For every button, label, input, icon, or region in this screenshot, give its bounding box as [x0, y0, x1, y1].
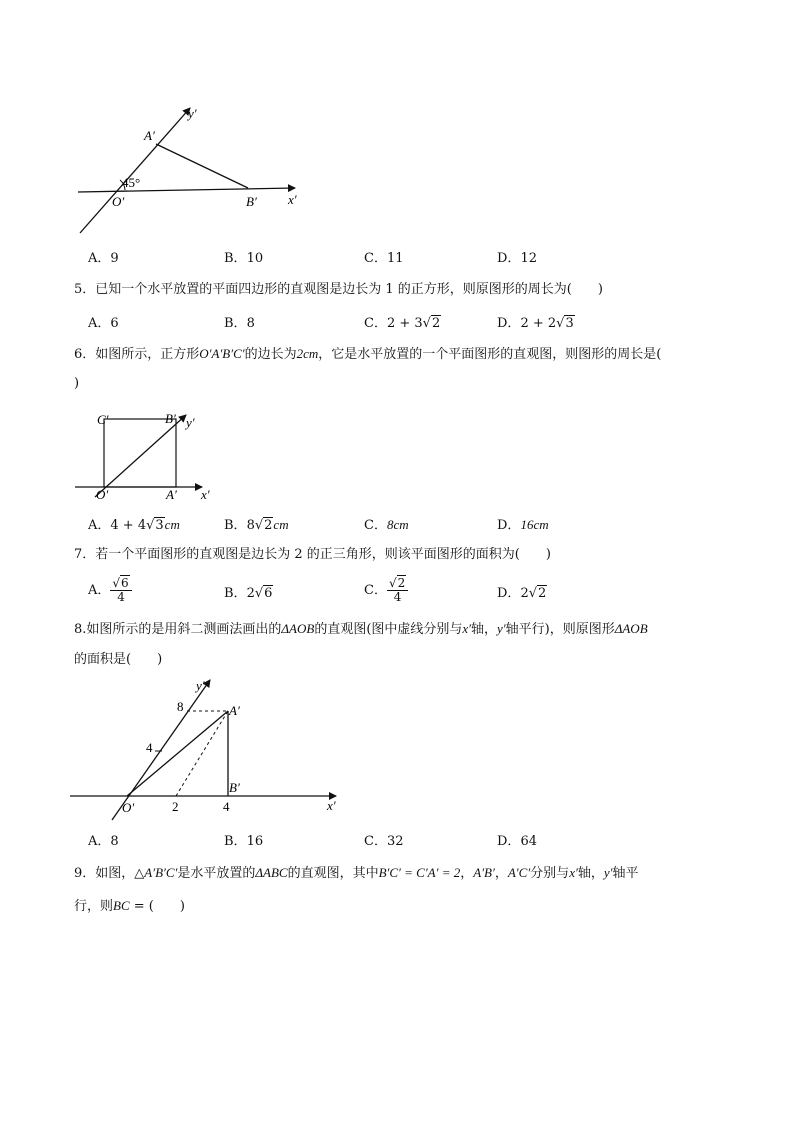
option-b[interactable]: B．8√2cm — [224, 517, 289, 533]
tick-4-label: 4 — [146, 740, 153, 755]
point-a-label: A′ — [229, 703, 240, 718]
point-b-label: B′ — [246, 194, 257, 209]
x-axis-label: x′ — [201, 487, 210, 502]
q8-text: 8.如图所示的是用斜二测画法画出的ΔAOB的直观图(图中虚线分别与x′轴，y′轴平行)，则原图形ΔAOB — [74, 621, 648, 637]
y-axis-line — [112, 680, 210, 820]
option-a[interactable]: A． $\frac{√6}{4}$ — [88, 577, 132, 604]
dashed-diagonal — [176, 711, 228, 796]
q9-text-line2: 行，则BC = ( ) — [74, 898, 185, 914]
option-a[interactable]: A．9 — [88, 251, 119, 266]
option-a[interactable]: A．4 + 4√3cm — [88, 517, 180, 533]
q6-text: 6．如图所示，正方形O′A′B′C′的边长为2cm，它是水平放置的一个平面图形的直观图，则图形的周长是( — [74, 346, 662, 362]
point-a-label: A′ — [166, 487, 177, 502]
y-axis-line — [80, 108, 190, 233]
option-b[interactable]: B．10 — [224, 251, 264, 266]
x-axis-label: x′ — [327, 798, 336, 813]
y-axis-label: y′ — [186, 415, 195, 430]
tick-2-label: 2 — [172, 799, 179, 814]
square — [104, 419, 176, 487]
q8-figure — [66, 670, 356, 822]
option-a[interactable]: A．6 — [88, 316, 119, 331]
option-c[interactable]: C．32 — [364, 834, 404, 849]
point-o-label: O′ — [96, 487, 109, 502]
point-o-label: O′ — [112, 194, 125, 209]
option-d[interactable]: D．16cm — [497, 517, 549, 533]
option-b[interactable]: B．2√6 — [224, 586, 273, 601]
option-d[interactable]: D．2 + 2√3 — [497, 316, 574, 331]
option-b[interactable]: B．16 — [224, 834, 264, 849]
point-c-label: C′ — [97, 412, 109, 427]
q6-figure — [70, 405, 220, 505]
a-b-segment — [156, 144, 248, 188]
option-c[interactable]: C．8cm — [364, 517, 409, 533]
angle-label: 45° — [122, 175, 141, 190]
point-b-label: B′ — [165, 411, 176, 426]
tick-4x-label: 4 — [223, 799, 230, 814]
tick-8-label: 8 — [177, 699, 184, 714]
option-c[interactable]: C． $\frac{√2}{4}$ — [364, 577, 408, 604]
q9-text: 9．如图，△A′B′C′是水平放置的ΔABC的直观图，其中B′C′ = C′A′ = 2，A′B′，A′C′分别与x′轴，y′轴平 — [74, 865, 639, 881]
q5-text: 5．已知一个水平放置的平面四边形的直观图是边长为 1 的正方形，则原图形的周长为( ) — [74, 282, 603, 297]
q7-text: 7．若一个平面图形的直观图是边长为 2 的正三角形，则该平面图形的面积为( ) — [74, 547, 551, 562]
option-d[interactable]: D．12 — [497, 251, 537, 266]
point-b-label: B′ — [229, 780, 240, 795]
option-d[interactable]: D．2√2 — [497, 586, 547, 601]
point-o-label: O′ — [122, 800, 135, 815]
q6-text-line2: ) — [74, 376, 80, 391]
option-b[interactable]: B．8 — [224, 316, 255, 331]
q8-text-line2: 的面积是( ) — [74, 652, 163, 667]
o-a-segment — [127, 711, 228, 796]
q4-figure — [70, 98, 310, 238]
option-a[interactable]: A．8 — [88, 834, 119, 849]
y-axis-label: y′ — [196, 678, 205, 693]
x-axis-label: x′ — [288, 192, 297, 207]
x-axis-line — [78, 188, 295, 192]
y-axis-line — [95, 415, 186, 497]
y-axis-label: y′ — [188, 106, 197, 121]
option-c[interactable]: C．11 — [364, 251, 404, 266]
point-a-label: A′ — [144, 128, 155, 143]
option-c[interactable]: C．2 + 3√2 — [364, 316, 441, 331]
option-d[interactable]: D．64 — [497, 834, 537, 849]
